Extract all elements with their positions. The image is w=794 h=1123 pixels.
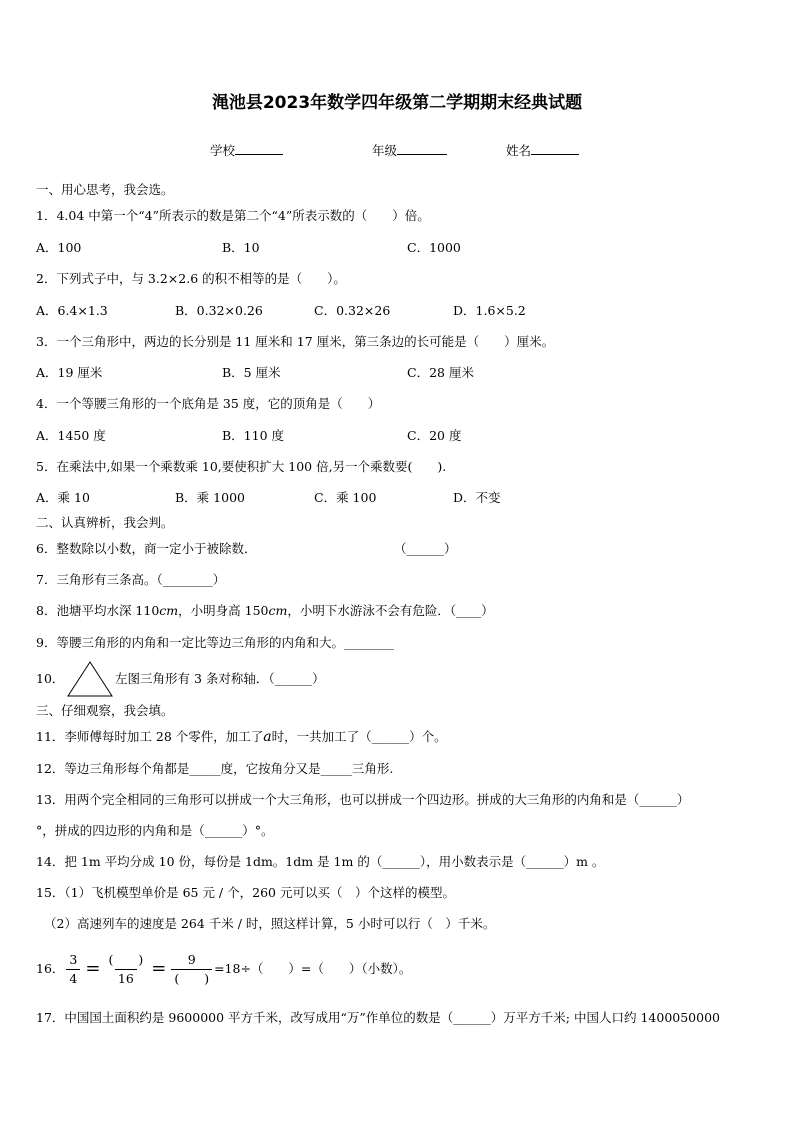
question-11 — [36, 728, 447, 746]
question-2: 2．下列式子中，与 3.2×2.6 的积不相等的是（ ）。 — [36, 271, 346, 286]
q8-text-b: ，小明身高 150 — [178, 603, 269, 618]
fraction-blank-16 — [105, 952, 146, 987]
question-15-part-1: 15．（1）飞机模型单价是 65 元 / 个，260 元可以买（ ）个这样的模型。 — [36, 885, 455, 900]
school-field — [210, 142, 283, 160]
q2-option-c: C．0.32×26 — [314, 303, 391, 318]
q5-option-a: A．乘 10 — [36, 490, 90, 505]
q1-option-a: A．100 — [36, 240, 82, 255]
page-title: 渑池县2023年数学四年级第二学期期末经典试题 — [211, 93, 583, 113]
q2-option-b: B．0.32×0.26 — [175, 303, 263, 318]
question-8 — [36, 602, 494, 620]
equals-sign: = — [151, 958, 167, 979]
q6-answer-blank[interactable]: （______） — [394, 541, 457, 556]
question-10-number: 10． — [36, 671, 65, 686]
fraction-denominator: 16 — [115, 969, 137, 987]
q2-option-a: A．6.4×1.3 — [36, 303, 108, 318]
question-17: 17．中国国土面积约是 9600000 平方千米，改写成用“万”作单位的数是（______）万平方千米; 中国人口约 1400050000 — [36, 1010, 720, 1025]
q5-option-b: B．乘 1000 — [175, 490, 245, 505]
fraction-3-4 — [66, 952, 80, 987]
q8-unit-cm-2: cm — [268, 603, 288, 618]
q3-option-a: A．19 厘米 — [36, 365, 103, 380]
q4-option-a: A．1450 度 — [36, 428, 106, 443]
q3-option-b: B．5 厘米 — [222, 365, 281, 380]
grade-label: 年级 — [372, 143, 398, 158]
fraction-numerator: 9 — [187, 951, 196, 967]
question-3: 3．一个三角形中，两边的长分别是 11 厘米和 17 厘米，第三条边的长可能是（ ）厘米。 — [36, 334, 555, 349]
equals-sign: = — [85, 958, 101, 979]
section-1-heading: 一、用心思考，我会选。 — [36, 182, 174, 197]
fraction-numerator: 3 — [69, 951, 78, 967]
q11-text-a: 11．李师傅每时加工 28 个零件，加工了 — [36, 729, 264, 744]
question-13-line-1: 13．用两个完全相同的三角形可以拼成一个大三角形，也可以拼成一个四边形。拼成的大三角形的内角和是（______） — [36, 792, 690, 807]
question-16 — [36, 948, 411, 990]
q1-option-b: B．10 — [222, 240, 260, 255]
fraction-9-blank — [171, 952, 212, 987]
name-label: 姓名 — [506, 143, 532, 158]
question-5: 5．在乘法中,如果一个乘数乘 10,要使积扩大 100 倍,另一个乘数要( ). — [36, 459, 447, 474]
q4-option-c: C．20 度 — [407, 428, 462, 443]
triangle-figure — [66, 660, 114, 698]
school-label: 学校 — [210, 143, 236, 158]
q5-option-d: D．不变 — [453, 490, 501, 505]
q3-option-c: C．28 厘米 — [407, 365, 474, 380]
grade-field — [372, 142, 447, 160]
q2-option-d: D．1.6×5.2 — [453, 303, 526, 318]
q16-tail: =18÷（ ）=（ ）（小数）。 — [214, 961, 412, 976]
q4-option-b: B．110 度 — [222, 428, 285, 443]
section-3-heading: 三、仔细观察，我会填。 — [36, 703, 174, 718]
q8-text-c: ，小明下水游泳不会有危险．（____） — [287, 603, 494, 618]
fraction-denominator: 4 — [66, 969, 80, 987]
question-10-text: 左图三角形有 3 条对称轴．（______） — [115, 671, 325, 686]
question-1: 1．4.04 中第一个“4”所表示的数是第二个“4”所表示数的（ ）倍。 — [36, 208, 430, 223]
fraction-denominator-blank[interactable]: ( ) — [171, 969, 212, 987]
question-15-part-2: （2）高速列车的速度是 264 千米 / 时，照这样计算，5 小时可以行（ ）千米。 — [44, 916, 496, 931]
q8-unit-cm-1: cm — [159, 603, 179, 618]
name-blank[interactable] — [531, 142, 579, 155]
question-13-line-2: °，拼成的四边形的内角和是（______）°。 — [36, 823, 274, 838]
question-14: 14．把 1m 平均分成 10 份，每份是 1dm。1dm 是 1m 的（______），用小数表示是（______）m 。 — [36, 854, 605, 869]
q11-text-b: 时，一共加工了（______）个。 — [271, 729, 447, 744]
question-12: 12．等边三角形每个角都是_____度，它按角分又是_____三角形. — [36, 761, 394, 776]
question-6: 6．整数除以小数，商一定小于被除数． — [36, 541, 257, 556]
q5-option-c: C．乘 100 — [314, 490, 377, 505]
question-4: 4．一个等腰三角形的一个底角是 35 度，它的顶角是（ ） — [36, 396, 381, 411]
q16-number: 16． — [36, 961, 65, 976]
school-blank[interactable] — [235, 142, 283, 155]
section-2-heading: 二、认真辨析，我会判。 — [36, 515, 174, 530]
q8-text-a: 8．池塘平均水深 110 — [36, 603, 160, 618]
fraction-numerator-blank[interactable]: ( ) — [108, 951, 144, 967]
question-9: 9．等腰三角形的内角和一定比等边三角形的内角和大。________ — [36, 635, 394, 650]
q11-variable-a: a — [263, 729, 272, 745]
name-field — [506, 142, 579, 160]
question-7: 7．三角形有三条高。（________） — [36, 572, 226, 587]
grade-blank[interactable] — [397, 142, 447, 155]
q1-option-c: C．1000 — [407, 240, 461, 255]
